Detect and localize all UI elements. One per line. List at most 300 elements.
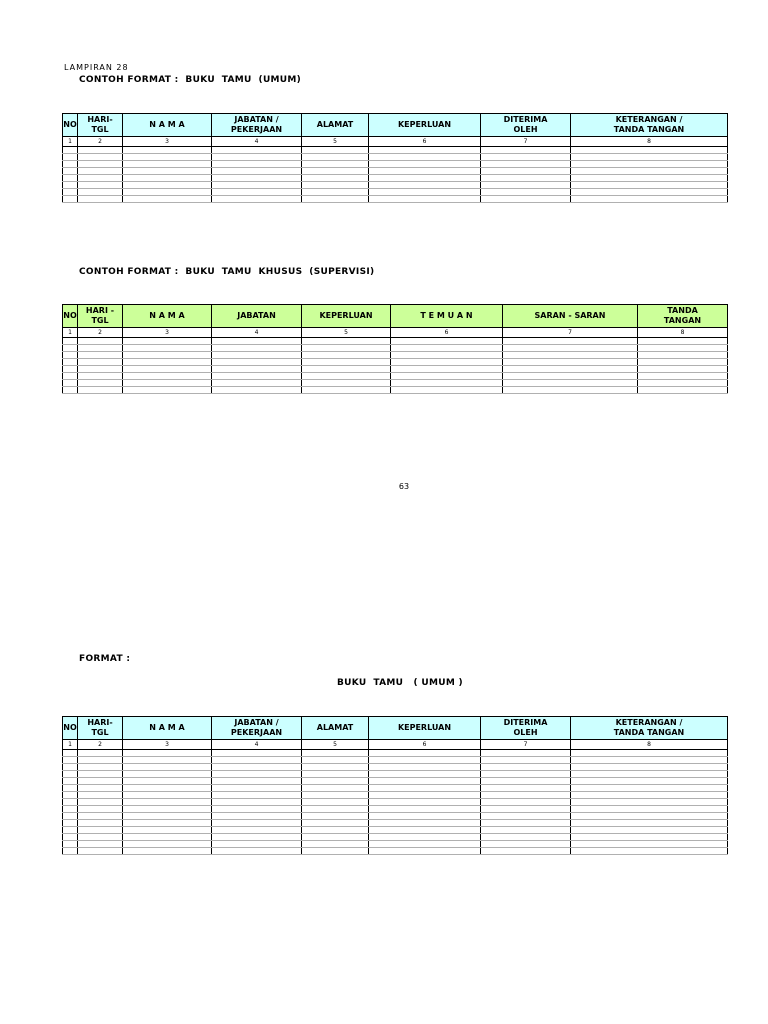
- table-cell: [302, 380, 391, 387]
- table-cell: [302, 345, 391, 352]
- table-row: [63, 147, 728, 154]
- table-cell: [78, 189, 123, 196]
- table-cell: [212, 792, 302, 799]
- column-number-row: [63, 740, 728, 750]
- table-cell: [481, 764, 571, 771]
- table-cell: [212, 175, 302, 182]
- table-cell: [302, 196, 369, 203]
- table-cell: [123, 373, 212, 380]
- table-cell: [123, 820, 212, 827]
- table-cell: [302, 757, 369, 764]
- column-number: 4: [212, 328, 302, 338]
- table-cell: [481, 154, 571, 161]
- column-number: 5: [302, 137, 369, 147]
- table-cell: [302, 820, 369, 827]
- column-header: KEPERLUAN: [369, 114, 481, 137]
- table-cell: [212, 834, 302, 841]
- header-row: [63, 114, 728, 137]
- table-cell: [63, 352, 78, 359]
- table-cell: [481, 175, 571, 182]
- table-row: [63, 799, 728, 806]
- table-cell: [391, 359, 503, 366]
- table-row: [63, 771, 728, 778]
- table-cell: [63, 147, 78, 154]
- table-cell: [212, 827, 302, 834]
- column-number: 3: [123, 740, 212, 750]
- column-number: 2: [78, 328, 123, 338]
- lampiran-label: LAMPIRAN 28: [64, 63, 129, 72]
- table-cell: [503, 387, 638, 394]
- table-cell: [571, 841, 728, 848]
- table-cell: [123, 359, 212, 366]
- table-row: [63, 792, 728, 799]
- table-cell: [369, 757, 481, 764]
- table-cell: [212, 750, 302, 757]
- table-row: [63, 827, 728, 834]
- table-row: [63, 757, 728, 764]
- table-cell: [481, 792, 571, 799]
- column-number: 1: [63, 740, 78, 750]
- table-cell: [302, 771, 369, 778]
- table-cell: [481, 189, 571, 196]
- section1-caption: CONTOH FORMAT : BUKU TAMU (UMUM): [79, 75, 302, 85]
- table-cell: [123, 366, 212, 373]
- table-cell: [638, 373, 728, 380]
- table-cell: [78, 848, 123, 855]
- table-cell: [302, 841, 369, 848]
- table-row: [63, 196, 728, 203]
- table-cell: [302, 338, 391, 345]
- table-cell: [481, 196, 571, 203]
- column-header: KEPERLUAN: [302, 305, 391, 328]
- table-cell: [503, 359, 638, 366]
- table-cell: [63, 757, 78, 764]
- table-cell: [571, 771, 728, 778]
- column-header: JABATAN: [212, 305, 302, 328]
- table-cell: [391, 387, 503, 394]
- table-row: [63, 813, 728, 820]
- table-cell: [481, 182, 571, 189]
- table-cell: [302, 147, 369, 154]
- table-cell: [369, 189, 481, 196]
- table-cell: [369, 827, 481, 834]
- header-row: [63, 717, 728, 740]
- table-cell: [571, 168, 728, 175]
- table-cell: [123, 827, 212, 834]
- page-number: 63: [398, 482, 410, 491]
- table-cell: [63, 387, 78, 394]
- table-cell: [78, 799, 123, 806]
- table-cell: [481, 771, 571, 778]
- table-cell: [212, 771, 302, 778]
- table-cell: [63, 154, 78, 161]
- table-cell: [302, 352, 391, 359]
- table-cell: [503, 380, 638, 387]
- table-cell: [212, 848, 302, 855]
- table-cell: [481, 806, 571, 813]
- table-row: [63, 189, 728, 196]
- table-cell: [212, 189, 302, 196]
- column-number: 7: [481, 137, 571, 147]
- guestbook-form-table: [62, 716, 728, 855]
- guestbook-general-table: [62, 113, 728, 203]
- table-cell: [481, 161, 571, 168]
- table-cell: [123, 771, 212, 778]
- table-cell: [123, 161, 212, 168]
- table-cell: [571, 196, 728, 203]
- table-cell: [123, 175, 212, 182]
- table-cell: [481, 168, 571, 175]
- table-cell: [369, 147, 481, 154]
- table-cell: [481, 147, 571, 154]
- column-number: 8: [638, 328, 728, 338]
- table-cell: [369, 834, 481, 841]
- table-cell: [212, 757, 302, 764]
- table-cell: [481, 820, 571, 827]
- table-cell: [481, 785, 571, 792]
- table-cell: [123, 345, 212, 352]
- table-cell: [78, 196, 123, 203]
- column-header: SARAN - SARAN: [503, 305, 638, 328]
- table-cell: [123, 785, 212, 792]
- table-cell: [302, 373, 391, 380]
- table-cell: [212, 785, 302, 792]
- table-cell: [571, 154, 728, 161]
- column-header: T E M U A N: [391, 305, 503, 328]
- column-header: KETERANGAN / TANDA TANGAN: [571, 717, 728, 740]
- column-number: 6: [369, 137, 481, 147]
- table-cell: [63, 338, 78, 345]
- table-cell: [369, 161, 481, 168]
- table-row: [63, 764, 728, 771]
- table-cell: [123, 792, 212, 799]
- table-cell: [302, 154, 369, 161]
- table-cell: [63, 366, 78, 373]
- table-cell: [571, 834, 728, 841]
- table-cell: [78, 771, 123, 778]
- table-cell: [369, 841, 481, 848]
- table-cell: [481, 757, 571, 764]
- table-cell: [123, 352, 212, 359]
- table-row: [63, 366, 728, 373]
- column-number: 3: [123, 328, 212, 338]
- table-cell: [302, 792, 369, 799]
- table-row: [63, 841, 728, 848]
- table-cell: [63, 827, 78, 834]
- table-cell: [391, 345, 503, 352]
- table-cell: [481, 799, 571, 806]
- table-cell: [63, 834, 78, 841]
- table-cell: [123, 387, 212, 394]
- table-cell: [369, 175, 481, 182]
- table-cell: [123, 764, 212, 771]
- table-cell: [123, 182, 212, 189]
- table-cell: [212, 387, 302, 394]
- table-cell: [369, 778, 481, 785]
- table-cell: [638, 345, 728, 352]
- table-cell: [212, 168, 302, 175]
- table-cell: [78, 785, 123, 792]
- table-cell: [78, 764, 123, 771]
- table-cell: [571, 750, 728, 757]
- table-cell: [212, 182, 302, 189]
- table-cell: [78, 352, 123, 359]
- column-number: 8: [571, 137, 728, 147]
- table-cell: [212, 380, 302, 387]
- table-cell: [638, 352, 728, 359]
- table-cell: [212, 813, 302, 820]
- table-cell: [503, 345, 638, 352]
- table-cell: [302, 834, 369, 841]
- table-cell: [123, 750, 212, 757]
- table-row: [63, 175, 728, 182]
- section3-title: BUKU TAMU ( UMUM ): [337, 678, 463, 688]
- table-cell: [78, 778, 123, 785]
- table-row: [63, 352, 728, 359]
- column-number: 2: [78, 137, 123, 147]
- table-cell: [302, 359, 391, 366]
- column-number: 7: [481, 740, 571, 750]
- table-cell: [63, 771, 78, 778]
- table-cell: [63, 764, 78, 771]
- table-cell: [78, 168, 123, 175]
- table-cell: [369, 764, 481, 771]
- column-header: DITERIMA OLEH: [481, 717, 571, 740]
- column-header: ALAMAT: [302, 717, 369, 740]
- table-cell: [302, 168, 369, 175]
- table-cell: [212, 820, 302, 827]
- table-cell: [302, 161, 369, 168]
- table-row: [63, 182, 728, 189]
- table-cell: [503, 352, 638, 359]
- table-cell: [638, 387, 728, 394]
- table-cell: [481, 841, 571, 848]
- table-cell: [78, 359, 123, 366]
- table-row: [63, 834, 728, 841]
- table-cell: [481, 813, 571, 820]
- guestbook-supervision-table: [62, 304, 728, 394]
- table-cell: [63, 345, 78, 352]
- table-cell: [63, 799, 78, 806]
- column-header: HARI - TGL: [78, 305, 123, 328]
- table-cell: [302, 785, 369, 792]
- column-number: 6: [391, 328, 503, 338]
- table-cell: [63, 785, 78, 792]
- table-cell: [212, 841, 302, 848]
- table-cell: [63, 359, 78, 366]
- table-row: [63, 168, 728, 175]
- column-header: HARI- TGL: [78, 717, 123, 740]
- table-cell: [571, 757, 728, 764]
- table-cell: [123, 147, 212, 154]
- column-header: N A M A: [123, 305, 212, 328]
- table-cell: [481, 834, 571, 841]
- table-cell: [212, 764, 302, 771]
- table-cell: [369, 848, 481, 855]
- table-cell: [63, 841, 78, 848]
- table-cell: [503, 366, 638, 373]
- table-cell: [63, 380, 78, 387]
- table-cell: [369, 168, 481, 175]
- table-cell: [78, 841, 123, 848]
- column-header: KEPERLUAN: [369, 717, 481, 740]
- column-number: 6: [369, 740, 481, 750]
- table-cell: [78, 813, 123, 820]
- table-cell: [369, 182, 481, 189]
- column-number: 1: [63, 328, 78, 338]
- table-cell: [369, 792, 481, 799]
- table-cell: [481, 827, 571, 834]
- table-cell: [212, 366, 302, 373]
- table-cell: [63, 792, 78, 799]
- table-row: [63, 820, 728, 827]
- column-header: KETERANGAN / TANDA TANGAN: [571, 114, 728, 137]
- table-cell: [78, 345, 123, 352]
- column-header: NO: [63, 114, 78, 137]
- column-header: HARI- TGL: [78, 114, 123, 137]
- column-number: 7: [503, 328, 638, 338]
- table-cell: [302, 799, 369, 806]
- table-row: [63, 380, 728, 387]
- column-number-row: [63, 328, 728, 338]
- table-row: [63, 778, 728, 785]
- table-row: [63, 373, 728, 380]
- column-number: 3: [123, 137, 212, 147]
- table-cell: [78, 338, 123, 345]
- table-cell: [571, 848, 728, 855]
- table-cell: [123, 834, 212, 841]
- table-cell: [63, 196, 78, 203]
- table-row: [63, 345, 728, 352]
- table-row: [63, 848, 728, 855]
- table-cell: [302, 387, 391, 394]
- table-cell: [212, 359, 302, 366]
- column-header: ALAMAT: [302, 114, 369, 137]
- table-cell: [78, 182, 123, 189]
- column-header: NO: [63, 305, 78, 328]
- table-cell: [78, 175, 123, 182]
- column-header: JABATAN / PEKERJAAN: [212, 114, 302, 137]
- table-cell: [302, 778, 369, 785]
- column-header: N A M A: [123, 717, 212, 740]
- table-cell: [78, 387, 123, 394]
- table-cell: [212, 373, 302, 380]
- table-cell: [78, 757, 123, 764]
- table-cell: [369, 196, 481, 203]
- table-cell: [123, 799, 212, 806]
- table-cell: [369, 813, 481, 820]
- table-cell: [571, 820, 728, 827]
- table-row: [63, 806, 728, 813]
- table-cell: [63, 813, 78, 820]
- table-cell: [78, 827, 123, 834]
- table-cell: [63, 820, 78, 827]
- table-cell: [123, 196, 212, 203]
- column-header: TANDA TANGAN: [638, 305, 728, 328]
- table-cell: [123, 778, 212, 785]
- column-number: 4: [212, 740, 302, 750]
- table-cell: [302, 750, 369, 757]
- table-cell: [503, 338, 638, 345]
- table-cell: [63, 778, 78, 785]
- table-cell: [78, 806, 123, 813]
- table-cell: [212, 154, 302, 161]
- table-cell: [63, 750, 78, 757]
- table-cell: [123, 757, 212, 764]
- table-cell: [391, 373, 503, 380]
- table-cell: [123, 380, 212, 387]
- table-cell: [212, 161, 302, 168]
- table-cell: [302, 182, 369, 189]
- table-cell: [212, 799, 302, 806]
- column-number: 1: [63, 137, 78, 147]
- table-cell: [212, 338, 302, 345]
- table-cell: [369, 750, 481, 757]
- column-number: 5: [302, 328, 391, 338]
- table-cell: [369, 154, 481, 161]
- table-cell: [123, 338, 212, 345]
- format-label: FORMAT :: [79, 654, 131, 664]
- table-cell: [638, 380, 728, 387]
- table-cell: [571, 792, 728, 799]
- table-cell: [571, 764, 728, 771]
- column-header: NO: [63, 717, 78, 740]
- table-cell: [571, 189, 728, 196]
- table-cell: [212, 196, 302, 203]
- table-cell: [571, 827, 728, 834]
- table-cell: [571, 175, 728, 182]
- column-number: 8: [571, 740, 728, 750]
- table-cell: [302, 175, 369, 182]
- table-cell: [638, 338, 728, 345]
- table-cell: [123, 189, 212, 196]
- table-cell: [63, 182, 78, 189]
- table-row: [63, 387, 728, 394]
- table-cell: [123, 806, 212, 813]
- table-row: [63, 154, 728, 161]
- table-row: [63, 338, 728, 345]
- table-cell: [302, 366, 391, 373]
- table-cell: [212, 806, 302, 813]
- table-cell: [63, 848, 78, 855]
- table-cell: [123, 841, 212, 848]
- table-row: [63, 359, 728, 366]
- column-number-row: [63, 137, 728, 147]
- table-cell: [302, 806, 369, 813]
- column-number: 2: [78, 740, 123, 750]
- table-cell: [78, 154, 123, 161]
- column-header: N A M A: [123, 114, 212, 137]
- table-cell: [571, 799, 728, 806]
- table-cell: [571, 182, 728, 189]
- table-cell: [571, 785, 728, 792]
- table-cell: [571, 161, 728, 168]
- table-cell: [63, 168, 78, 175]
- table-cell: [369, 785, 481, 792]
- table-cell: [78, 380, 123, 387]
- table-cell: [302, 764, 369, 771]
- table-cell: [302, 189, 369, 196]
- table-row: [63, 161, 728, 168]
- table-cell: [212, 345, 302, 352]
- table-cell: [78, 792, 123, 799]
- column-header: JABATAN / PEKERJAAN: [212, 717, 302, 740]
- table-cell: [391, 366, 503, 373]
- table-cell: [212, 147, 302, 154]
- table-cell: [369, 806, 481, 813]
- table-row: [63, 785, 728, 792]
- section2-caption: CONTOH FORMAT : BUKU TAMU KHUSUS (SUPERVISI): [79, 267, 375, 277]
